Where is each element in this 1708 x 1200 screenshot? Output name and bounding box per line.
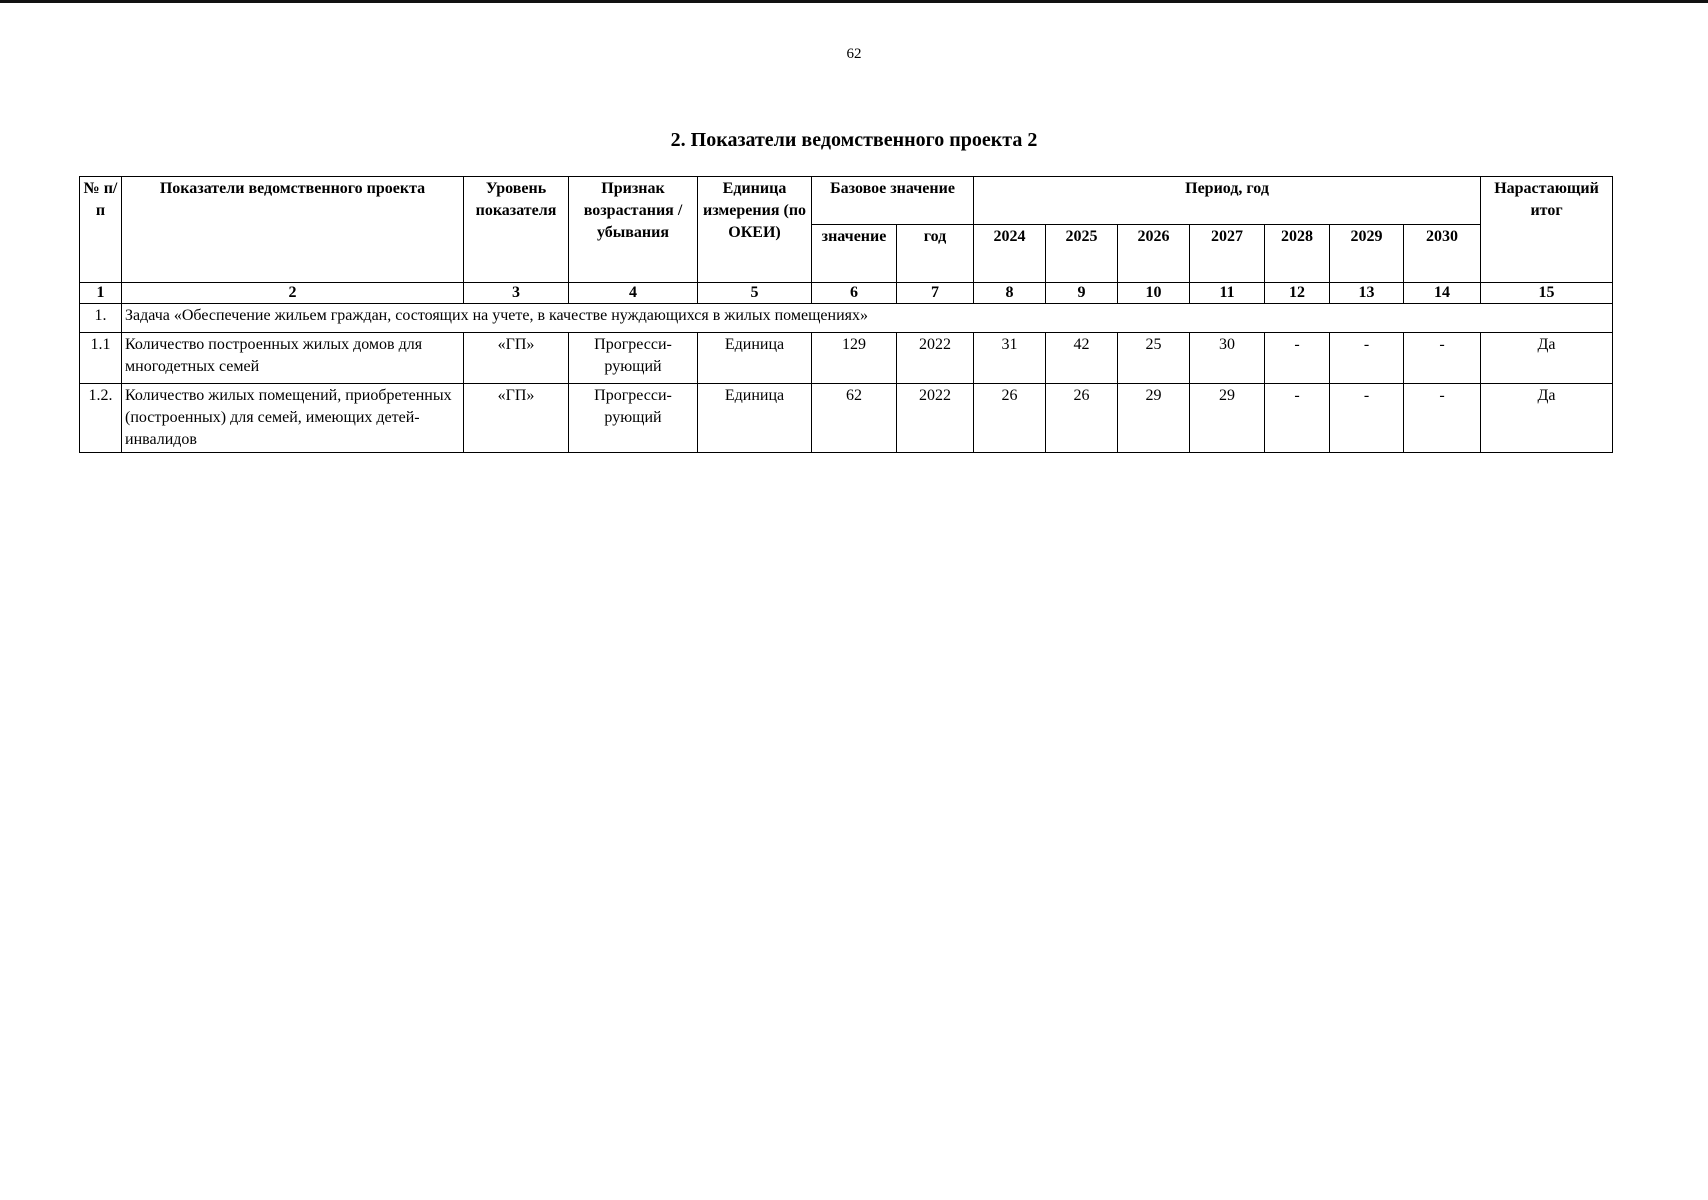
row-value-2030: - [1404,333,1481,384]
row-level: «ГП» [464,384,569,453]
row-unit: Единица [698,333,812,384]
row-level: «ГП» [464,333,569,384]
row-value-2029: - [1330,384,1404,453]
table-row [80,384,1613,453]
column-number: 11 [1190,283,1265,304]
row-value-2028: - [1265,384,1330,453]
column-numbers-row [80,283,1613,304]
row-value-2027: 29 [1190,384,1265,453]
column-number: 4 [569,283,698,304]
header-period: Период, год [974,177,1481,225]
header-base-value: значение [812,225,897,283]
column-number: 14 [1404,283,1481,304]
page-number: 62 [846,46,862,62]
column-number: 9 [1046,283,1118,304]
column-number: 12 [1265,283,1330,304]
row-value-2025: 42 [1046,333,1118,384]
header-year-2027: 2027 [1190,225,1265,283]
header-year-2025: 2025 [1046,225,1118,283]
header-year-2028: 2028 [1265,225,1330,283]
row-value-2029: - [1330,333,1404,384]
header-row-main [80,177,1613,225]
column-number: 5 [698,283,812,304]
column-number: 10 [1118,283,1190,304]
header-cumulative: Нарастающий итог [1481,177,1613,283]
task-row [80,304,1613,333]
row-cumulative: Да [1481,333,1613,384]
header-num: № п/п [80,177,122,283]
row-value-2024: 31 [974,333,1046,384]
row-base-year: 2022 [897,384,974,453]
column-number: 8 [974,283,1046,304]
document-title: 2. Показатели ведомственного проекта 2 [670,129,1038,151]
row-trend: Прогресси-рующий [569,333,698,384]
row-value-2030: - [1404,384,1481,453]
top-border-line [0,0,1708,3]
row-value-2025: 26 [1046,384,1118,453]
row-value-2024: 26 [974,384,1046,453]
column-number: 15 [1481,283,1613,304]
column-number: 2 [122,283,464,304]
column-number: 7 [897,283,974,304]
column-number: 3 [464,283,569,304]
row-value-2027: 30 [1190,333,1265,384]
table-row [80,333,1613,384]
header-base-year: год [897,225,974,283]
header-year-2026: 2026 [1118,225,1190,283]
header-year-2029: 2029 [1330,225,1404,283]
column-number: 13 [1330,283,1404,304]
header-unit: Единица измерения (по ОКЕИ) [698,177,812,283]
header-trend: Признак возрастания / убывания [569,177,698,283]
row-num: 1.2. [80,384,122,453]
task-text: Задача «Обеспечение жильем граждан, состоящих на учете, в качестве нуждающихся в жилых помещениях» [122,304,1613,333]
column-number: 1 [80,283,122,304]
row-value-2026: 25 [1118,333,1190,384]
header-year-2030: 2030 [1404,225,1481,283]
row-trend: Прогресси-рующий [569,384,698,453]
row-num: 1.1 [80,333,122,384]
header-year-2024: 2024 [974,225,1046,283]
column-number: 6 [812,283,897,304]
header-base: Базовое значение [812,177,974,225]
row-value-2028: - [1265,333,1330,384]
row-base-value: 62 [812,384,897,453]
row-unit: Единица [698,384,812,453]
row-base-year: 2022 [897,333,974,384]
row-indicator-name: Количество построенных жилых домов для многодетных семей [122,333,464,384]
header-indicators: Показатели ведомственного проекта [122,177,464,283]
header-level: Уровень показателя [464,177,569,283]
task-num: 1. [80,304,122,333]
indicators-table [79,176,1613,453]
row-value-2026: 29 [1118,384,1190,453]
row-cumulative: Да [1481,384,1613,453]
row-base-value: 129 [812,333,897,384]
row-indicator-name: Количество жилых помещений, приобретенных (построенных) для семей, имеющих детей-инвалидов [122,384,464,453]
